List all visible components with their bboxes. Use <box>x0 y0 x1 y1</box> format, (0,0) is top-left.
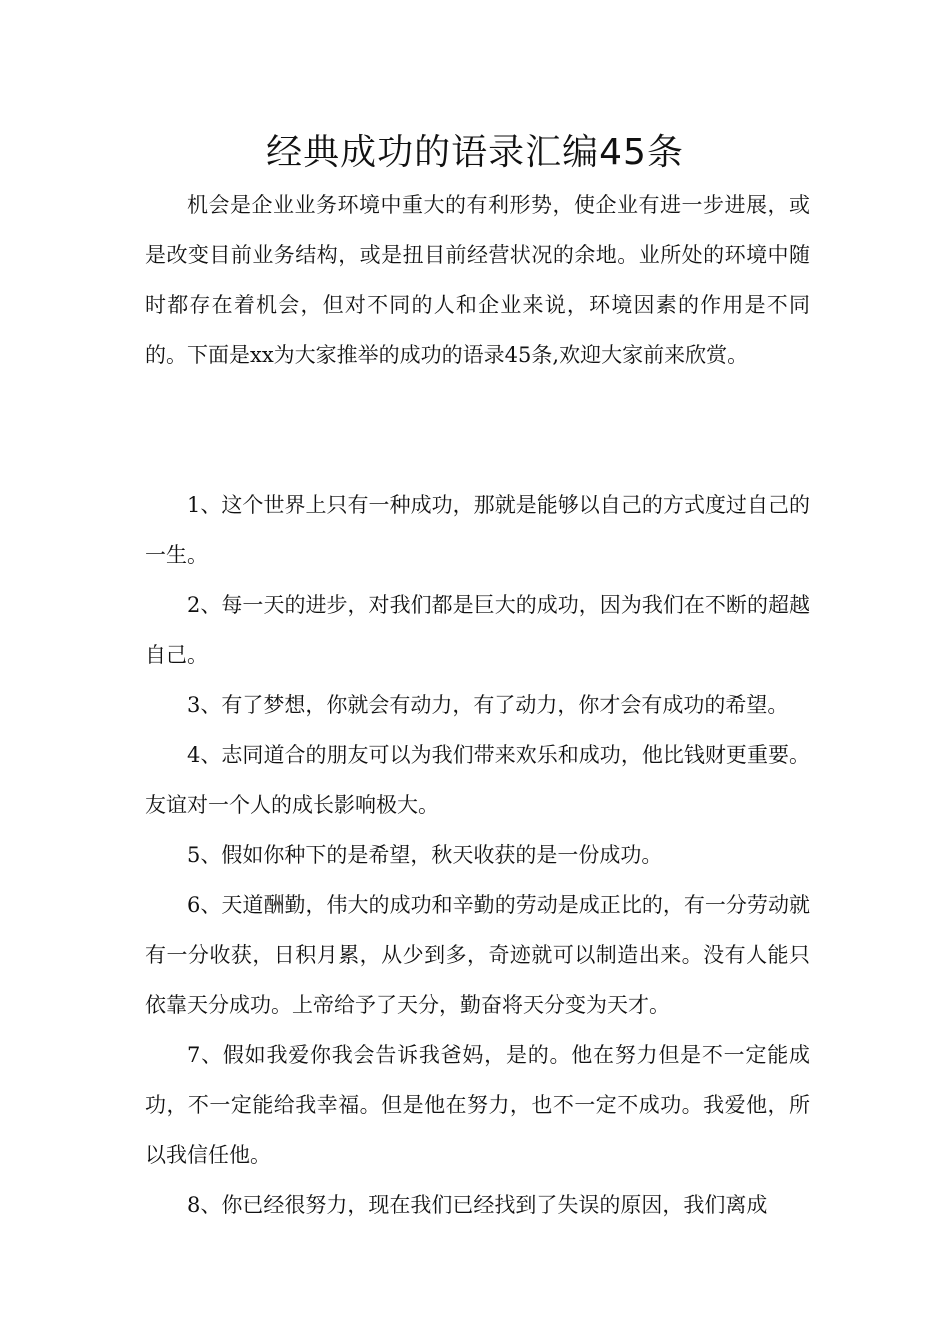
list-item: 8、你已经很努力，现在我们已经找到了失误的原因，我们离成 <box>187 1193 768 1217</box>
intro-paragraph: 机会是企业业务环境中重大的有利形势，使企业有进一步进展，或是改变目前业务结构，或是扭目前经营状况的余地。业所处的环境中随时都存在着机会，但对不同的人和企业来说，环境因素的作用是不同的。下面是xx为大家推举的成功的语录45条,欢迎大家前来欣赏。 <box>145 193 810 367</box>
list-item: 3、有了梦想，你就会有动力，有了动力，你才会有成功的希望。 <box>187 693 789 717</box>
list-item: 7、假如我爱你我会告诉我爸妈，是的。他在努力但是不一定能成功，不一定能给我幸福。但是他在努力，也不一定不成功。我爱他，所以我信任他。 <box>145 1043 810 1167</box>
list-item: 6、天道酬勤，伟大的成功和辛勤的劳动是成正比的，有一分劳动就有一分收获，日积月累，从少到多，奇迹就可以制造出来。没有人能只依靠天分成功。上帝给予了天分，勤奋将天分变为天才。 <box>145 893 810 1017</box>
list-item: 1、这个世界上只有一种成功，那就是能够以自己的方式度过自己的一生。 <box>145 493 810 567</box>
list-item: 4、志同道合的朋友可以为我们带来欢乐和成功，他比钱财更重要。友谊对一个人的成长影响极大。 <box>145 743 810 817</box>
document-title: 经典成功的语录汇编45条 <box>266 132 684 173</box>
document-body <box>145 180 810 1230</box>
list-item: 2、每一天的进步，对我们都是巨大的成功，因为我们在不断的超越自己。 <box>145 593 810 667</box>
paragraph-spacer <box>145 380 810 480</box>
list-item: 5、假如你种下的是希望，秋天收获的是一份成功。 <box>187 843 663 867</box>
